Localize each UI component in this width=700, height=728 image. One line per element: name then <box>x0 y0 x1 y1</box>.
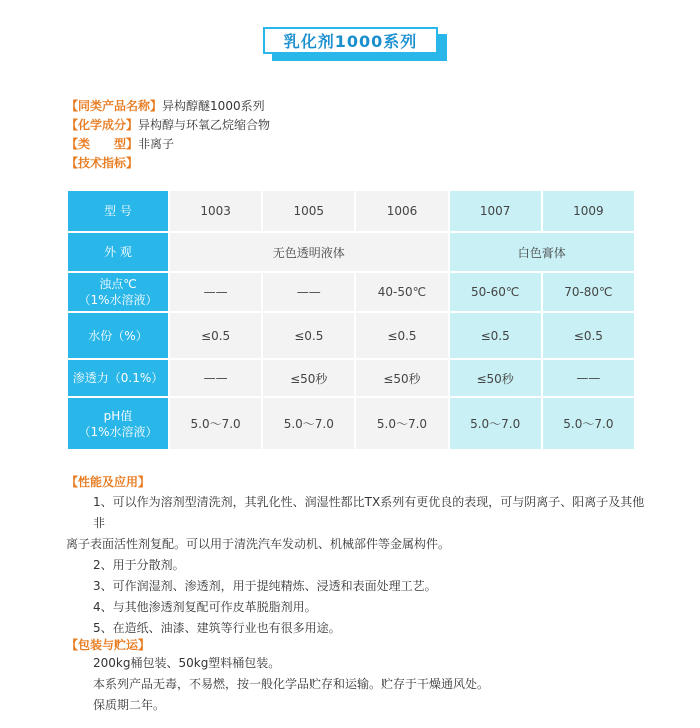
cloud-point-cell: 40-50℃ <box>356 273 447 311</box>
performance-line: 3、可作润湿剂、渗透剂，用于提纯精炼、浸透和表面处理工艺。 <box>93 579 437 593</box>
info-value: 异构醇与环氧乙烷缩合物 <box>138 118 271 132</box>
model-cell: 1005 <box>263 191 354 231</box>
moisture-cell: ≤0.5 <box>263 313 354 358</box>
table-row-ph <box>68 398 634 449</box>
info-value: 异构醇醚1000系列 <box>162 99 265 113</box>
ph-cell: 5.0～7.0 <box>450 398 541 449</box>
penetration-cell: ≤50秒 <box>263 360 354 396</box>
performance-line: 1、可以作为溶剂型清洗剂，其乳化性、润湿性都比TX系列有更优良的表现，可与阴离子、阳离子及其他非 <box>93 495 645 530</box>
row-header: pH值 （1%水溶液） <box>68 398 168 449</box>
row-header: 型 号 <box>68 191 168 231</box>
row-header: 渗透力（0.1%） <box>68 360 168 396</box>
model-cell: 1007 <box>450 191 541 231</box>
moisture-cell: ≤0.5 <box>450 313 541 358</box>
packaging-text <box>93 653 653 716</box>
performance-line: 5、在造纸、油漆、建筑等行业也有很多用途。 <box>93 621 341 635</box>
table-row-penetration <box>68 360 634 396</box>
model-cell: 1009 <box>543 191 634 231</box>
info-row-spec: 【技术指标】 <box>66 156 139 170</box>
spec-table <box>66 189 636 451</box>
performance-label: 【性能及应用】 <box>66 475 151 489</box>
model-cell: 1006 <box>356 191 447 231</box>
title-block <box>263 27 450 61</box>
performance-line: 2、用于分散剂。 <box>93 558 185 572</box>
moisture-cell: ≤0.5 <box>170 313 261 358</box>
cloud-point-cell: —— <box>170 273 261 311</box>
table-row-model <box>68 191 634 231</box>
row-header: 外 观 <box>68 233 168 270</box>
performance-line: 4、与其他渗透剂复配可作皮革脱脂剂用。 <box>93 600 317 614</box>
penetration-cell: —— <box>170 360 261 396</box>
cloud-point-cell: 70-80℃ <box>543 273 634 311</box>
performance-text <box>66 492 646 639</box>
table-row-appearance <box>68 233 634 270</box>
appearance-cell: 白色膏体 <box>450 233 634 270</box>
ph-cell: 5.0～7.0 <box>356 398 447 449</box>
cloud-point-cell: —— <box>263 273 354 311</box>
packaging-label: 【包装与贮运】 <box>66 638 151 652</box>
ph-cell: 5.0～7.0 <box>263 398 354 449</box>
info-row-similar: 【同类产品名称】异构醇醚1000系列 <box>66 99 265 113</box>
performance-line: 离子表面活性剂复配。可以用于清洗汽车发动机、机械部件等金属构件。 <box>66 537 451 551</box>
model-cell: 1003 <box>170 191 261 231</box>
row-header: 浊点℃ （1%水溶液） <box>68 273 168 311</box>
packaging-line: 200kg桶包装、50kg塑料桶包装。 <box>93 656 281 670</box>
info-label: 同类产品名称 <box>78 99 151 113</box>
table-row-cloud-point <box>68 273 634 311</box>
appearance-cell: 无色透明液体 <box>170 233 448 270</box>
info-row-type: 【类 型】非离子 <box>66 137 175 151</box>
packaging-line: 本系列产品无毒，不易燃，按一般化学品贮存和运输。贮存于干燥通风处。 <box>93 677 490 691</box>
info-label: 化学成分 <box>78 118 127 132</box>
info-label: 类 型 <box>78 137 127 151</box>
penetration-cell: —— <box>543 360 634 396</box>
info-label: 技术指标 <box>78 156 127 170</box>
table-row-moisture <box>68 313 634 358</box>
packaging-line: 保质期二年。 <box>93 698 166 712</box>
product-info <box>66 97 270 173</box>
ph-cell: 5.0～7.0 <box>170 398 261 449</box>
row-header: 水份（%） <box>68 313 168 358</box>
ph-cell: 5.0～7.0 <box>543 398 634 449</box>
page-title: 乳化剂1000系列 <box>263 27 438 54</box>
cloud-point-cell: 50-60℃ <box>450 273 541 311</box>
penetration-cell: ≤50秒 <box>450 360 541 396</box>
penetration-cell: ≤50秒 <box>356 360 447 396</box>
moisture-cell: ≤0.5 <box>356 313 447 358</box>
info-value: 非离子 <box>138 137 175 151</box>
info-row-composition: 【化学成分】异构醇与环氧乙烷缩合物 <box>66 118 271 132</box>
moisture-cell: ≤0.5 <box>543 313 634 358</box>
